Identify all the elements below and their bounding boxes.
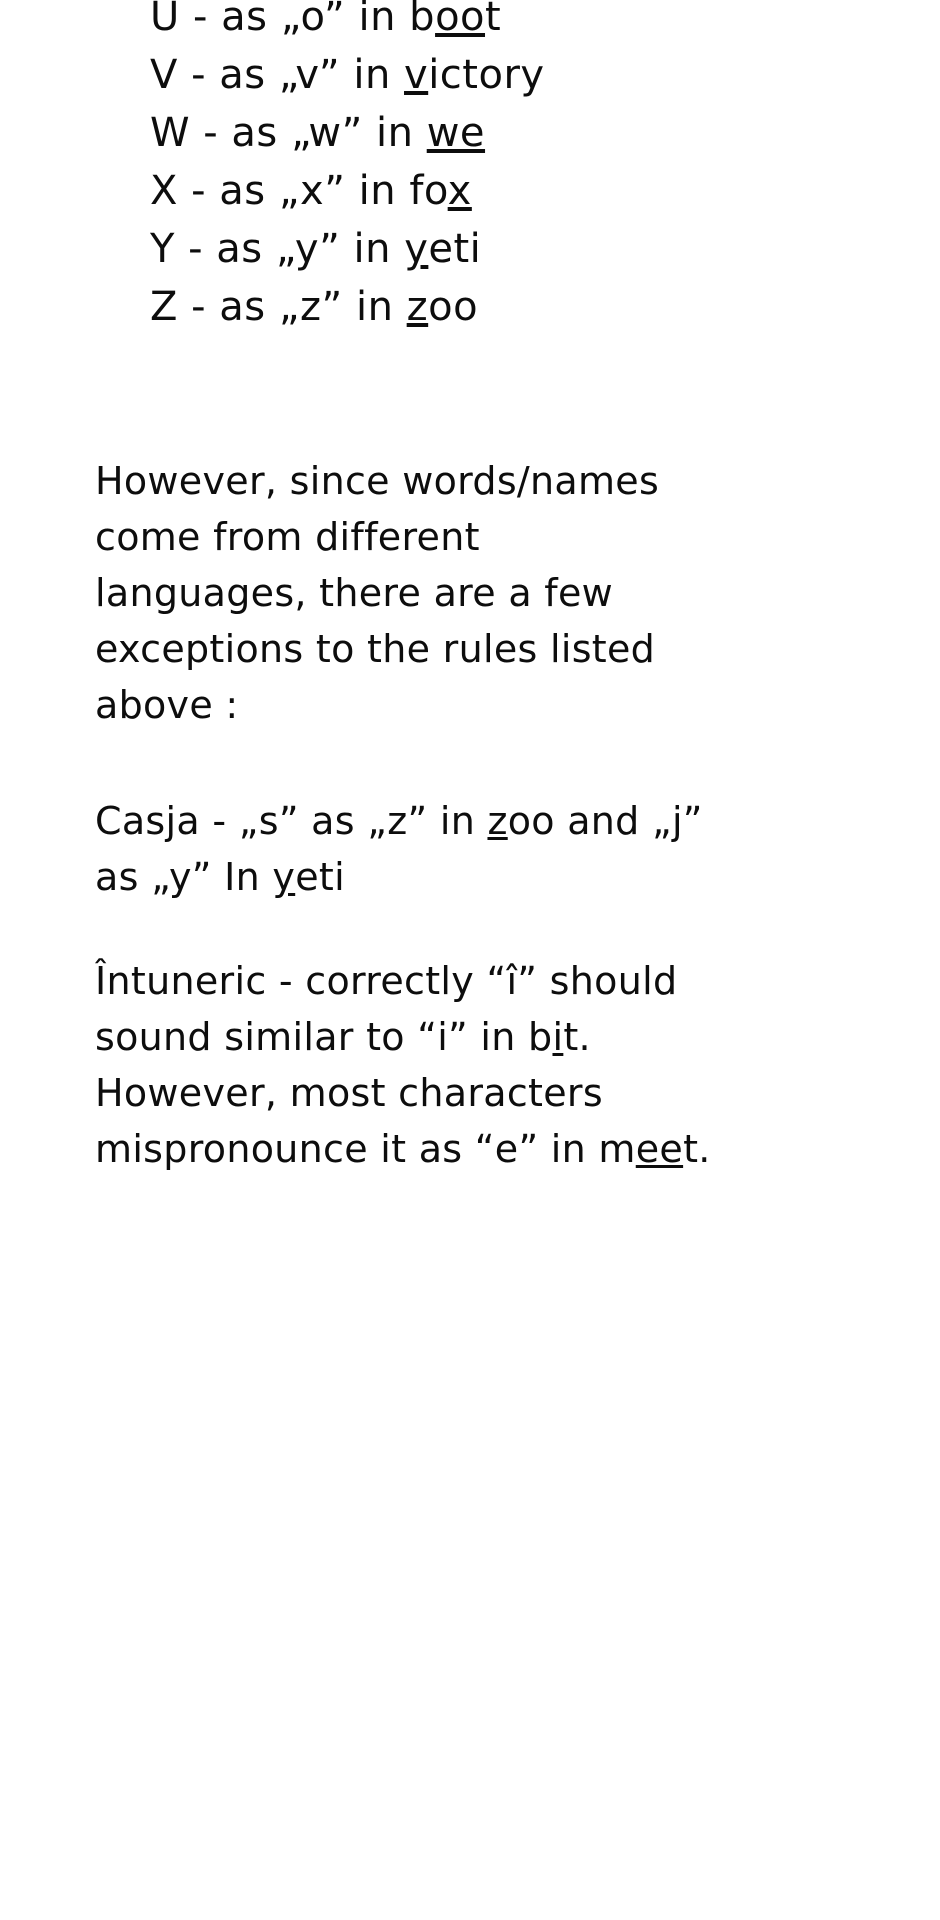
letter-line-u-underlined: oo [435,0,486,40]
letter-line-z-text-after: oo [428,284,479,330]
letter-line-z-underlined: z [406,284,429,330]
paragraph-casja-underlined2: y [272,855,296,899]
paragraph-intuneric-part2: t. However, most characters mispronounce it as “e” in m [95,1015,636,1171]
letter-line-y-underlined: y [404,226,429,272]
letter-line-v-underlined: v [404,52,429,98]
paragraph-casja-part2: oo and „j” as „y” In [95,799,703,899]
paragraph-casja-part1: Casja - „s” as „z” in [95,799,488,843]
letter-line-v-text-after: ictory [428,52,545,98]
letter-line-u [150,0,850,46]
letter-line-w-underlined: we [426,110,486,156]
paragraph-intuneric-part1: Întuneric - correctly “î” should sound similar to “i” in b [95,959,678,1059]
letter-line-u-text-after: t [485,0,502,40]
letter-line-z [150,278,850,336]
letter-line-v-text-before: V - as „v” in [150,52,405,98]
letter-line-x-text-before: X - as „x” in fo [150,168,448,214]
letter-line-x-underlined: x [447,168,472,214]
letter-line-y-text-before: Y - as „y” in [150,226,405,272]
letter-line-x [150,162,850,220]
letter-pronunciation-list [150,0,850,336]
paragraph-intuneric-underlined2: ee [635,1127,684,1171]
letter-line-z-text-before: Z - as „z” in [150,284,407,330]
letter-line-w [150,104,850,162]
paragraph-intuneric [95,953,735,1177]
letter-line-v [150,46,850,104]
paragraph-intuneric-part3: t. [683,1127,711,1171]
paragraph-exceptions: However, since words/names come from different languages, there are a few exceptions to the rules listed above : [95,459,660,727]
paragraph-intuneric-underlined1: i [552,1015,564,1059]
letter-line-y-text-after: eti [428,226,482,272]
letter-line-u-text-before: U - as „o” in b [150,0,436,40]
paragraph-casja-part3: eti [295,855,345,899]
paragraph-casja-underlined1: z [487,799,508,843]
letter-line-w-text-before: W - as „w” in [150,110,427,156]
letter-line-y [150,220,850,278]
paragraph-casja [95,793,715,905]
